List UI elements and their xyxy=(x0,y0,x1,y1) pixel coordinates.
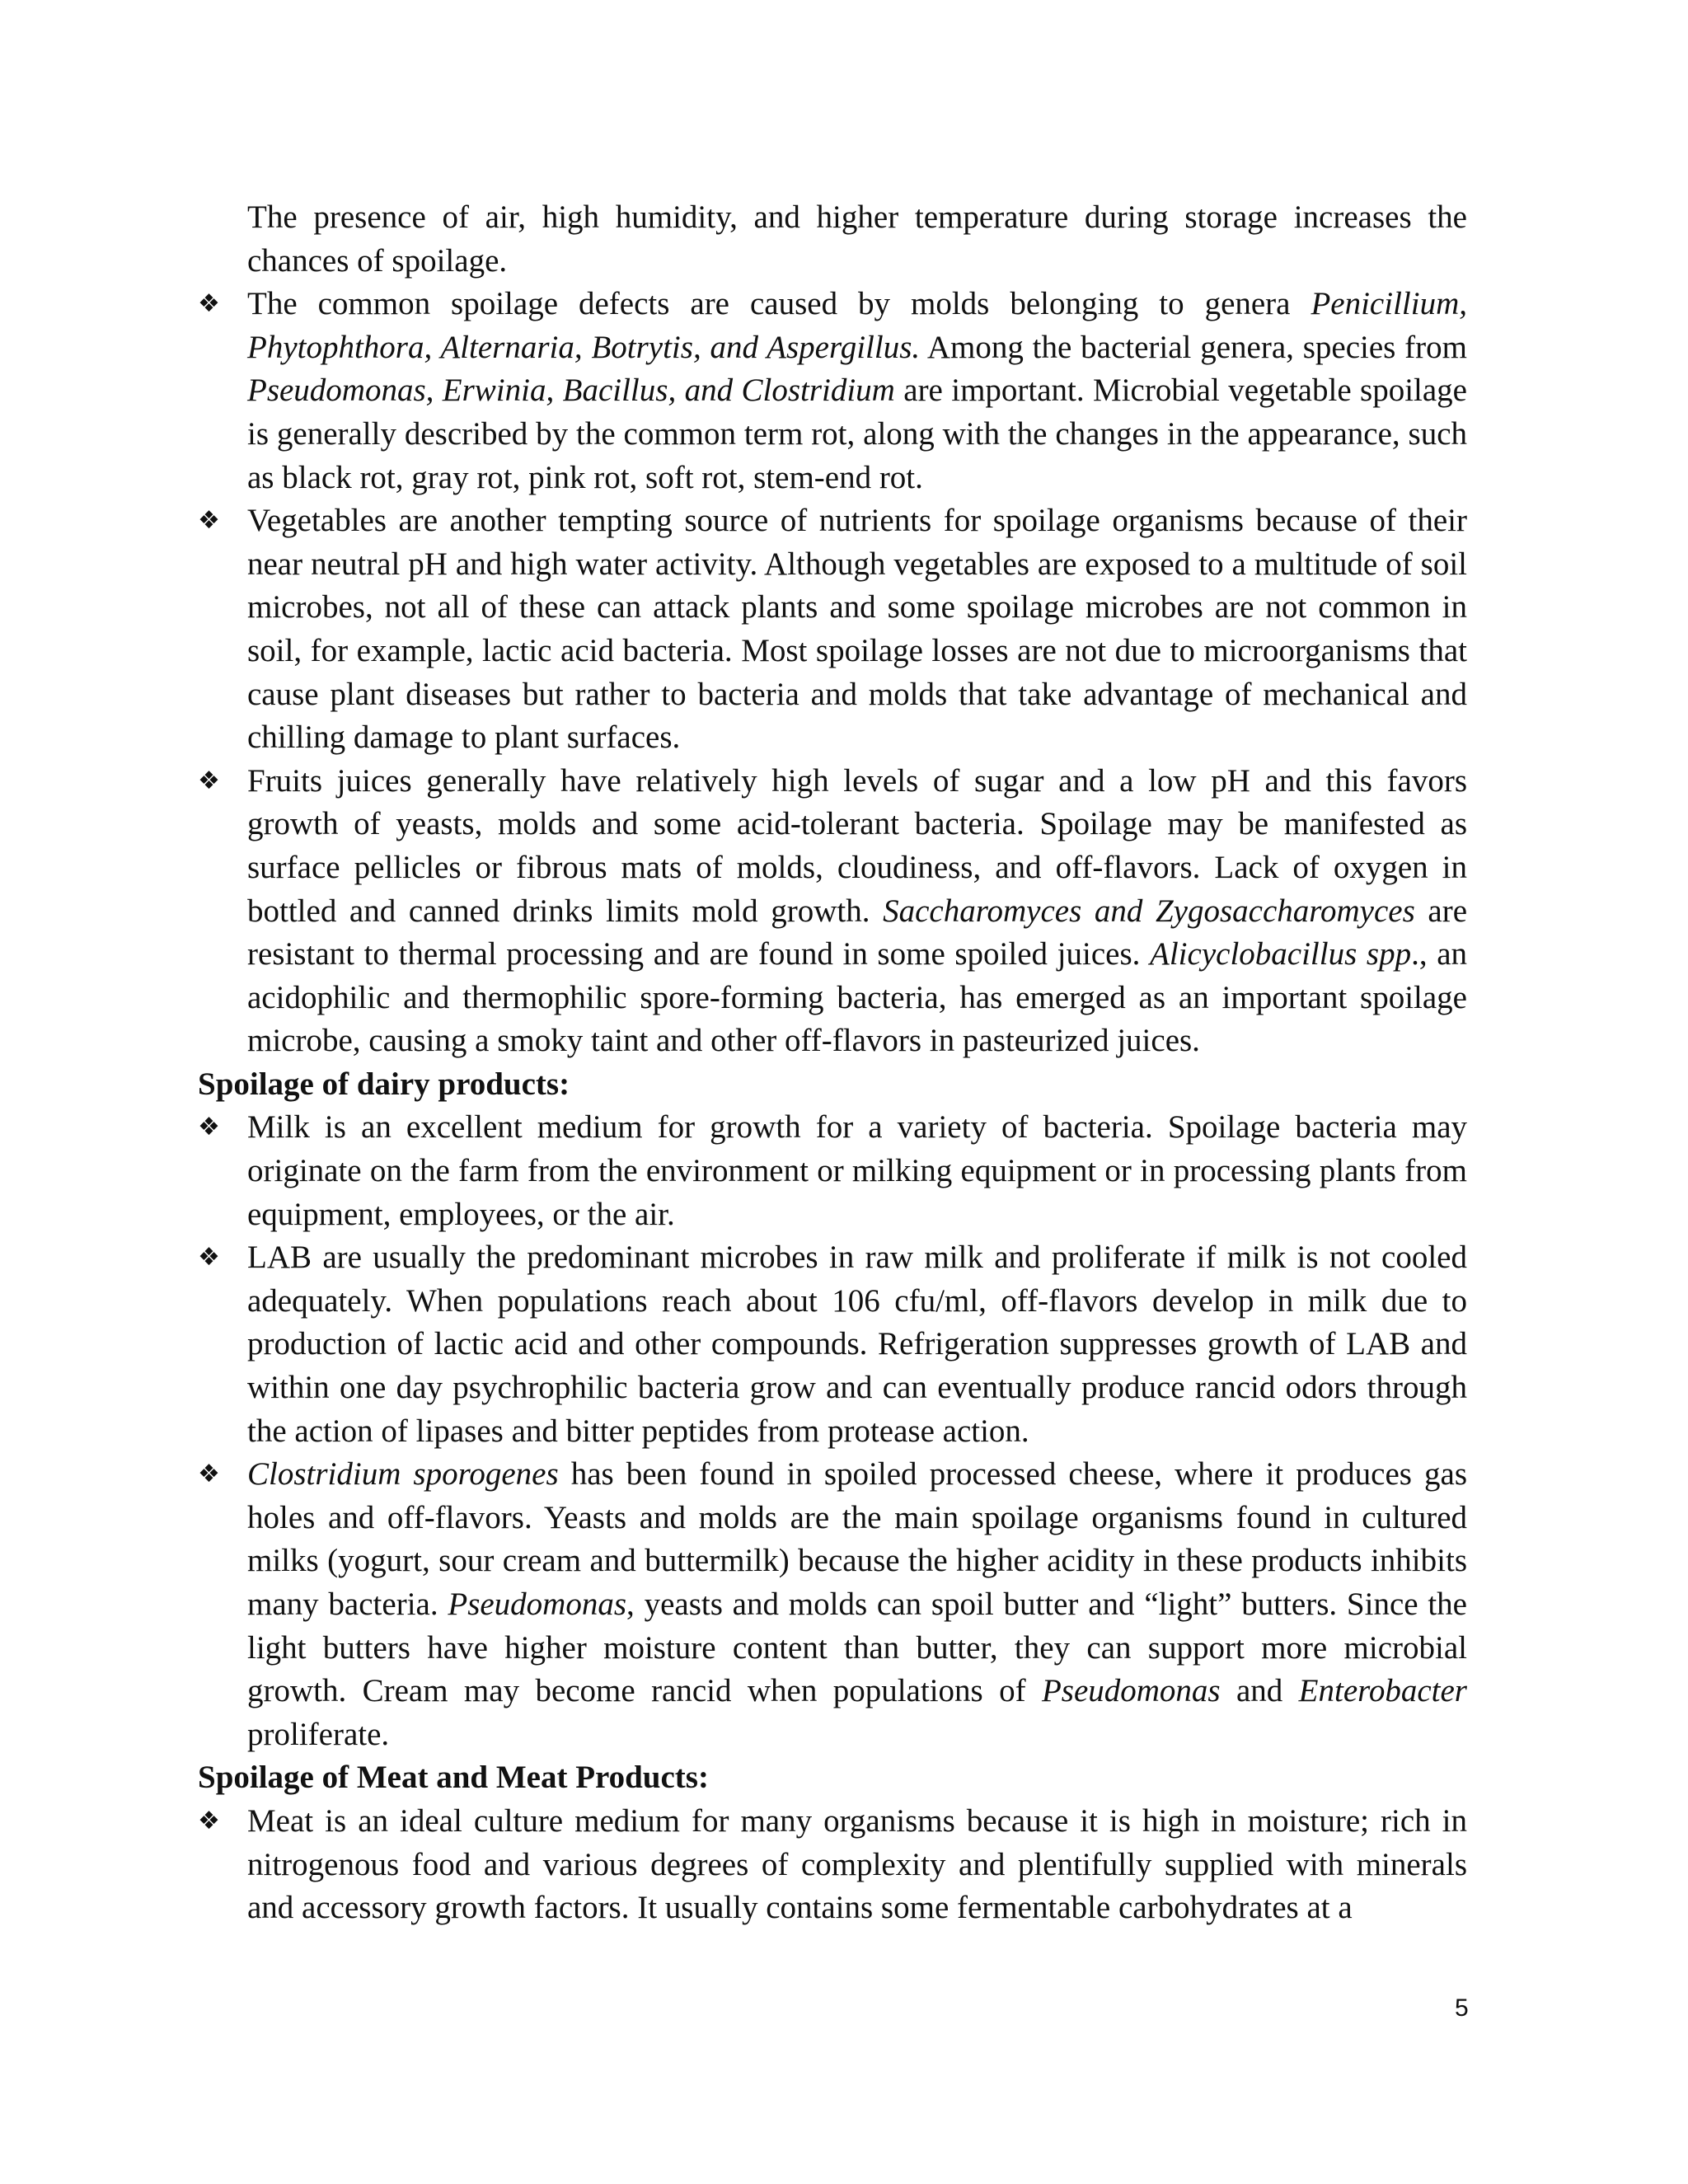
bullet-text: proliferate. xyxy=(247,1716,390,1752)
section-heading-dairy: Spoilage of dairy products: xyxy=(198,1066,570,1102)
bullet-milk-medium xyxy=(198,1106,1467,1236)
diamond-bullet-icon: ❖ xyxy=(198,1460,220,1489)
pseudomonas-name: Pseudomonas xyxy=(448,1586,627,1622)
bullet-fruit-juices xyxy=(198,760,1467,1063)
yeast-genera-names: Saccharomyces and Zygosaccharomyces xyxy=(883,893,1415,929)
bullet-text: Milk is an excellent medium for growth for a variety of bacteria. Spoilage bacteria may originate on the farm from the environment or milking equipment or in processing plants from equipment, employees, or the air. xyxy=(247,1109,1467,1232)
pseudomonas-name: Pseudomonas xyxy=(1041,1673,1221,1709)
intro-paragraph xyxy=(198,196,1467,283)
section-heading-meat: Spoilage of Meat and Meat Products: xyxy=(198,1760,709,1796)
mold-genera-names: Penicillium, Phytophthora, Alternaria, Botrytis, and Aspergillus. xyxy=(247,286,1467,365)
bullet-text: Among the bacterial genera, species from xyxy=(920,329,1467,365)
bullet-text: , yeasts and molds can spoil butter and “light” butters. Since the light butters have higher moisture content than butter, they can support more microbial growth. Cream may become rancid when populations of xyxy=(247,1586,1467,1709)
bullet-text: are important. Microbial vegetable spoilage is generally described by the common term rot, along with the changes in the appearance, such as black rot, gray rot, pink rot, soft rot, stem-end rot. xyxy=(247,373,1467,495)
bullet-clostridium-cheese xyxy=(198,1453,1467,1756)
page-number: 5 xyxy=(1455,1994,1469,2022)
diamond-bullet-icon: ❖ xyxy=(198,1113,220,1142)
bullet-text: LAB are usually the predominant microbes in raw milk and proliferate if milk is not cooled adequately. When populations reach about 106 cfu/ml, off-flavors develop in milk due to production of lactic acid and other compounds. Refrigeration suppresses growth of LAB and within one day psychrophilic bacteria grow and can eventually produce rancid odors through the action of lipases and bitter peptides from protease action. xyxy=(247,1240,1467,1449)
diamond-bullet-icon: ❖ xyxy=(198,289,220,319)
bullet-text: and xyxy=(1220,1673,1299,1709)
bullet-text: ., an acidophilic and thermophilic spore-forming bacteria, has emerged as an important spoilage microbe, causing a smoky taint and other off-flavors in pasteurized juices. xyxy=(247,936,1468,1059)
intro-text: The presence of air, high humidity, and higher temperature during storage increases the chances of spoilage. xyxy=(247,199,1467,279)
bullet-text: are resistant to thermal processing and are found in some spoiled juices. xyxy=(247,893,1468,972)
diamond-bullet-icon: ❖ xyxy=(198,1806,220,1835)
enterobacter-name: Enterobacter xyxy=(1298,1673,1467,1709)
page-content xyxy=(198,196,1467,1930)
diamond-bullet-icon: ❖ xyxy=(198,1243,220,1272)
bullet-text: has been found in spoiled processed cheese, where it produces gas holes and off-flavors. Yeasts and molds are the main spoilage organisms found in cultured milks (yogurt, sour cream and buttermilk) because the higher acidity in these products inhibits many bacteria. xyxy=(247,1456,1467,1622)
bullet-molds-genera xyxy=(198,283,1467,499)
bullet-lab-raw-milk xyxy=(198,1236,1467,1453)
bullet-text: The common spoilage defects are caused by molds belonging to genera xyxy=(247,286,1311,322)
bullet-meat-culture-medium xyxy=(198,1800,1467,1930)
alicyclobacillus-name: Alicyclobacillus spp xyxy=(1150,936,1412,972)
clostridium-name: Clostridium sporogenes xyxy=(247,1456,559,1493)
bacterial-genera-names: Pseudomonas, Erwinia, Bacillus, and Clostridium xyxy=(247,373,895,409)
bullet-text: Fruits juices generally have relatively high levels of sugar and a low pH and this favors growth of yeasts, molds and some acid-tolerant bacteria. Spoilage may be manifested as surface pellicles or fibrous mats of molds, cloudiness, and off-flavors. Lack of oxygen in bottled and canned drinks limits mold growth. xyxy=(247,762,1467,929)
bullet-vegetables-nutrients xyxy=(198,499,1467,760)
diamond-bullet-icon: ❖ xyxy=(198,766,220,795)
bullet-text: Meat is an ideal culture medium for many organisms because it is high in moisture; rich in nitrogenous food and various degrees of complexity and plentifully supplied with minerals and accessory growth factors. It usually contains some fermentable carbohydrates at a xyxy=(247,1802,1467,1926)
diamond-bullet-icon: ❖ xyxy=(198,506,220,536)
bullet-text: Vegetables are another tempting source of nutrients for spoilage organisms because of their near neutral pH and high water activity. Although vegetables are exposed to a multitude of soil microbes, not all of these can attack plants and some spoilage microbes are not common in soil, for example, lactic acid bacteria. Most spoilage losses are not due to microorganisms that cause plant diseases but rather to bacteria and molds that take advantage of mechanical and chilling damage to plant surfaces. xyxy=(247,503,1467,756)
